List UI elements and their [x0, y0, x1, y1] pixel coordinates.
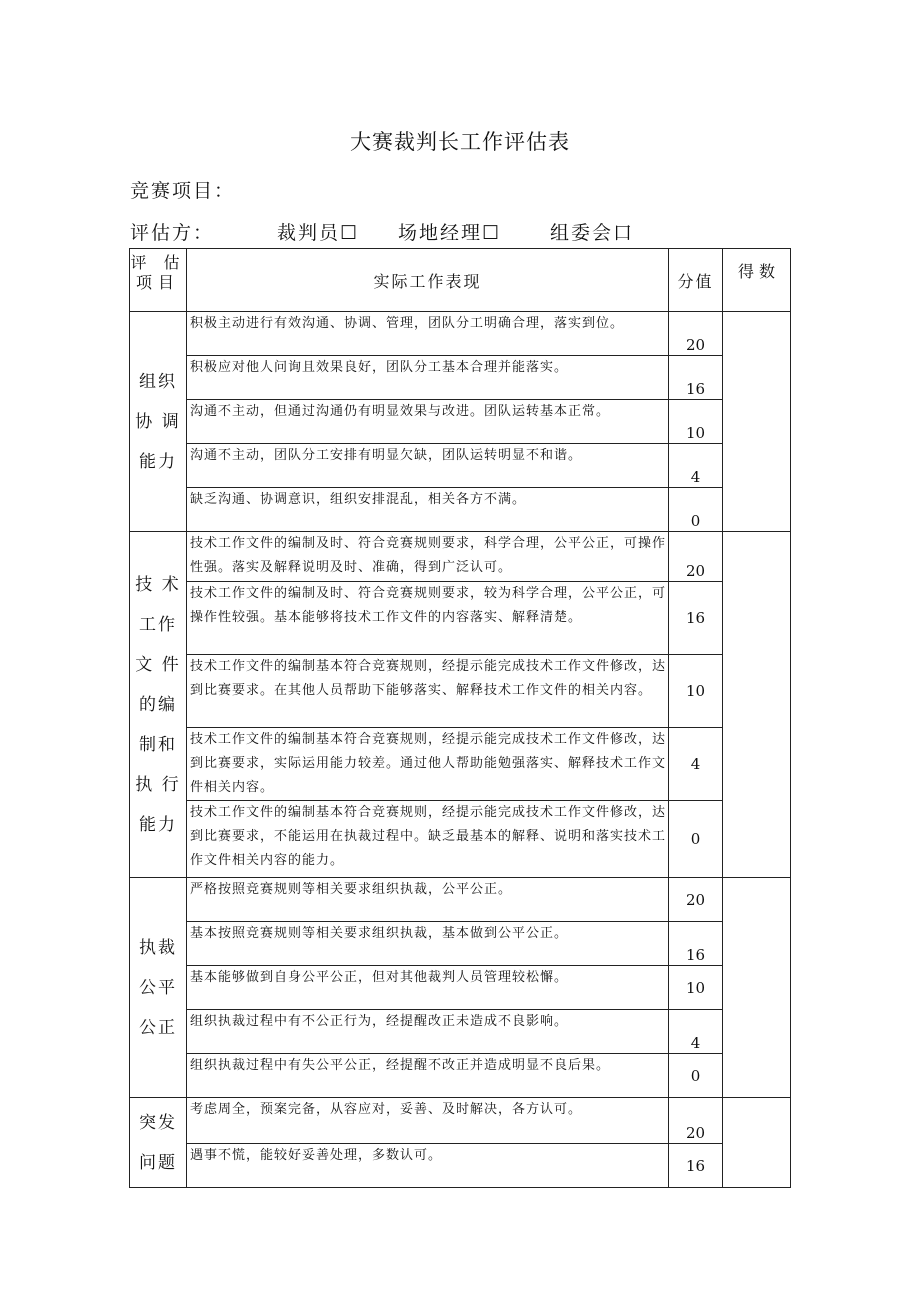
table-row [130, 1144, 791, 1188]
option-referee[interactable]: 裁判员☐ [277, 222, 360, 244]
table-row [130, 312, 791, 356]
row-desc: 缺乏沟通、协调意识，组织安排混乱，相关各方不满。 [187, 488, 669, 532]
got-cell[interactable] [723, 1098, 791, 1188]
row-score: 16 [669, 1144, 723, 1188]
page-title: 大赛裁判长工作评估表 [350, 130, 570, 154]
table-row [130, 1010, 791, 1054]
row-score: 4 [669, 444, 723, 488]
got-cell[interactable] [723, 532, 791, 878]
row-desc: 积极主动进行有效沟通、协调、管理，团队分工明确合理，落实到位。 [187, 312, 669, 356]
got-cell[interactable] [723, 312, 791, 532]
table-row [130, 488, 791, 532]
row-desc: 组织执裁过程中有不公正行为，经提醒改正未造成不良影响。 [187, 1010, 669, 1054]
table-row [130, 444, 791, 488]
row-score: 4 [669, 728, 723, 801]
table-row [130, 878, 791, 922]
header-got: 得 数 [723, 249, 791, 312]
category-org: 组织协 调能力 [130, 312, 187, 532]
row-desc: 技术工作文件的编制及时、符合竞赛规则要求，较为科学合理，公平公正，可操作性较强。基本能够将技术工作文件的内容落实、解释清楚。 [187, 582, 669, 655]
row-score: 20 [669, 878, 723, 922]
header-row [130, 249, 791, 312]
row-score: 10 [669, 655, 723, 728]
row-score: 16 [669, 356, 723, 400]
table-row [130, 532, 791, 582]
row-desc: 组织执裁过程中有失公平公正，经提醒不改正并造成明显不良后果。 [187, 1054, 669, 1098]
row-score: 0 [669, 801, 723, 878]
row-desc: 技术工作文件的编制基本符合竞赛规则，经提示能完成技术工作文件修改，达到比赛要求。在其他人员帮助下能够落实、解释技术工作文件的相关内容。 [187, 655, 669, 728]
category-fair: 执裁 公平 公正 [130, 878, 187, 1098]
table-row [130, 1098, 791, 1144]
option-committee[interactable]: 组委会口 [550, 222, 635, 244]
row-score: 0 [669, 488, 723, 532]
assessor-label: 评估方： [130, 222, 215, 244]
table-row [130, 922, 791, 966]
row-score: 4 [669, 1010, 723, 1054]
row-desc: 严格按照竞赛规则等相关要求组织执裁，公平公正。 [187, 878, 669, 922]
header-item: 评 估 项目 [130, 249, 187, 312]
row-desc: 遇事不慌，能较好妥善处理，多数认可。 [187, 1144, 669, 1188]
row-score: 16 [669, 922, 723, 966]
row-desc: 沟通不主动，但通过沟通仍有明显效果与改进。团队运转基本正常。 [187, 400, 669, 444]
row-desc: 积极应对他人问询且效果良好，团队分工基本合理并能落实。 [187, 356, 669, 400]
category-emergency: 突发 问题 [130, 1098, 187, 1188]
project-label: 竞赛项目： [130, 180, 236, 202]
row-score: 10 [669, 966, 723, 1010]
table-row [130, 400, 791, 444]
table-row [130, 356, 791, 400]
table-row [130, 1054, 791, 1098]
option-venue-manager[interactable]: 场地经理☐ [398, 222, 502, 244]
category-tech: 技 术 工作文 件的编 制和执 行能力 [130, 532, 187, 878]
row-score: 20 [669, 312, 723, 356]
row-score: 10 [669, 400, 723, 444]
row-desc: 基本能够做到自身公平公正，但对其他裁判人员管理较松懈。 [187, 966, 669, 1010]
got-cell[interactable] [723, 878, 791, 1098]
table-row [130, 582, 791, 655]
row-score: 20 [669, 532, 723, 582]
table-row [130, 728, 791, 801]
row-score: 16 [669, 582, 723, 655]
row-desc: 技术工作文件的编制基本符合竞赛规则，经提示能完成技术工作文件修改，达到比赛要求，实际运用能力较差。通过他人帮助能勉强落实、解释技术工作文件相关内容。 [187, 728, 669, 801]
row-score: 0 [669, 1054, 723, 1098]
header-score: 分值 [669, 249, 723, 312]
row-desc: 技术工作文件的编制基本符合竞赛规则，经提示能完成技术工作文件修改，达到比赛要求，不能运用在执裁过程中。缺乏最基本的解释、说明和落实技术工作文件相关内容的能力。 [187, 801, 669, 878]
table-row [130, 966, 791, 1010]
row-desc: 考虑周全，预案完备，从容应对，妥善、及时解决，各方认可。 [187, 1098, 669, 1144]
row-score: 20 [669, 1098, 723, 1144]
row-desc: 基本按照竞赛规则等相关要求组织执裁，基本做到公平公正。 [187, 922, 669, 966]
table-row [130, 801, 791, 878]
evaluation-table [129, 248, 791, 1188]
header-performance: 实际工作表现 [187, 249, 669, 312]
row-desc: 沟通不主动，团队分工安排有明显欠缺，团队运转明显不和谐。 [187, 444, 669, 488]
table-row [130, 655, 791, 728]
row-desc: 技术工作文件的编制及时、符合竞赛规则要求，科学合理，公平公正，可操作性强。落实及解释说明及时、准确，得到广泛认可。 [187, 532, 669, 582]
